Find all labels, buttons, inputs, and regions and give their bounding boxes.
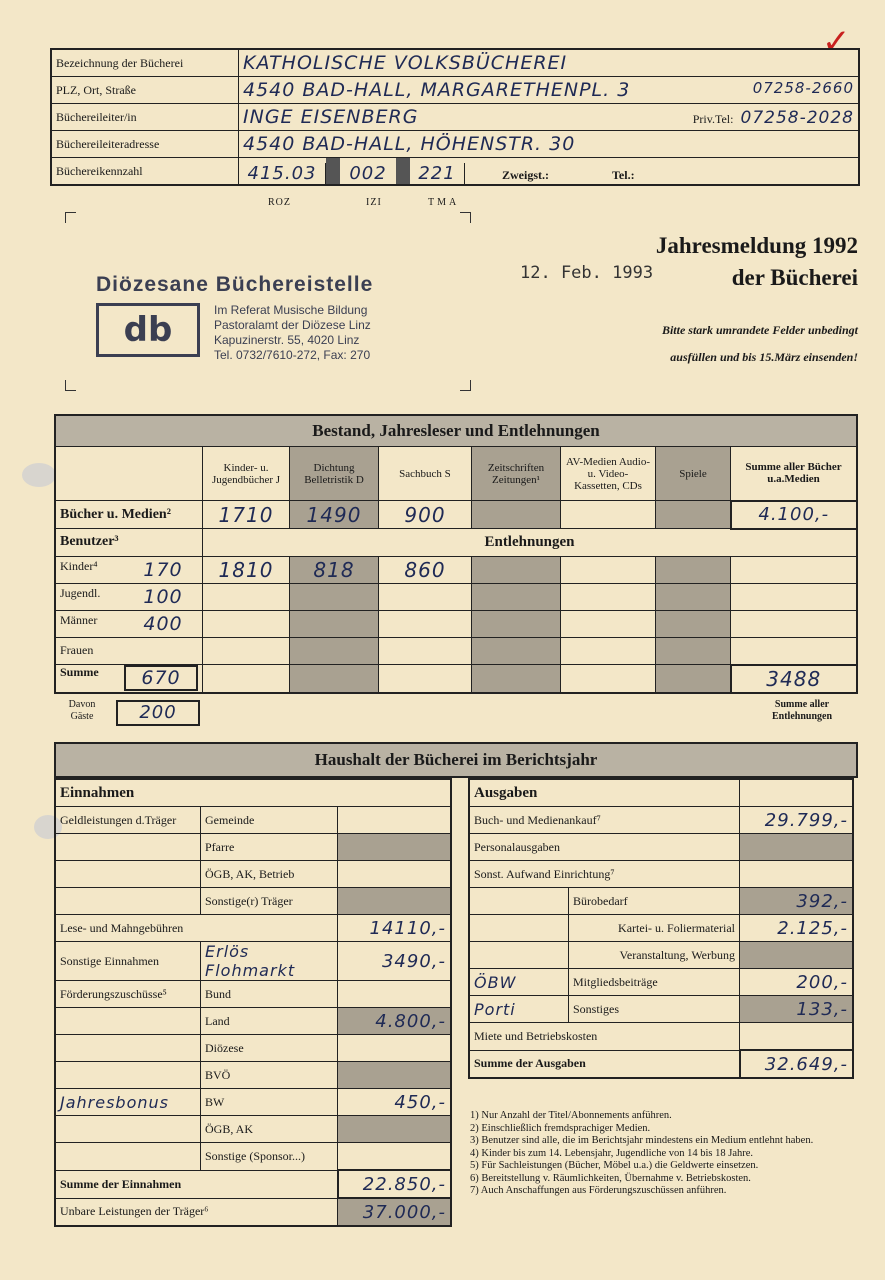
einnahmen-table <box>54 778 452 1227</box>
footnote: 5) Für Sachleistungen (Bücher, Möbel u.a.) die Geldwerte einsetzen. <box>470 1160 759 1171</box>
ausgaben-label: Sonstiges <box>569 996 740 1023</box>
ausgaben-value: 29.799,- <box>740 807 854 834</box>
benutzer-row <box>55 556 857 583</box>
medien-value <box>472 501 561 529</box>
medien-value <box>656 501 731 529</box>
unbare-value: 37.000,- <box>338 1198 452 1226</box>
entlehnungen-label: Entlehnungen <box>203 529 858 557</box>
benutzer-summe-row <box>55 665 857 693</box>
footnote: 6) Bereitstellung v. Räumlichkeiten, Übernahme v. Betriebskosten. <box>470 1172 751 1184</box>
einnahmen-label: Bund <box>201 981 338 1008</box>
benutzer-value: 400 <box>143 612 183 635</box>
einnahmen-left: Sonstige Einnahmen <box>55 942 201 981</box>
priv-tel-value: 07258-2028 <box>740 108 854 128</box>
header-phone: 07258-2660 <box>752 79 854 97</box>
ausgaben-left: Buch- und Medienankauf⁷ <box>469 807 740 834</box>
footnote: 3) Benutzer sind alle, die im Berichtsjahr mindestens ein Medium entlehnt haben. <box>470 1135 814 1146</box>
corner-mark <box>460 212 471 223</box>
ausgaben-table <box>468 778 854 1079</box>
einnahmen-left: Förderungszuschüsse⁵ <box>55 981 201 1008</box>
kennzahl-row <box>51 158 859 186</box>
report-note: ausfüllen und bis 15.März einsenden! <box>670 350 858 364</box>
footnote: 2) Einschließlich fremdsprachiger Medien. <box>470 1122 651 1134</box>
benutzer-label: Kinder⁴ <box>60 558 98 573</box>
gaeste-value: 200 <box>116 700 200 726</box>
medien-value: 1490 <box>290 501 379 529</box>
medien-value <box>561 501 656 529</box>
report-subtitle: der Bücherei <box>731 265 858 290</box>
zweigst-label: Zweigst.: <box>502 168 549 182</box>
benutzer-total: 670 <box>124 665 198 691</box>
medien-value: 900 <box>379 501 472 529</box>
kennzahl-roz: 415.03 <box>239 163 326 184</box>
col-header: Summe aller Bücher u.a.Medien <box>731 447 858 501</box>
tel-label: Tel.: <box>612 168 635 182</box>
benutzer-label: Männer <box>60 612 98 627</box>
stamp-logo: db <box>96 303 200 357</box>
kennzahl-izi: 002 <box>349 163 387 184</box>
corner-mark <box>460 380 471 391</box>
header-label: Bezeichnung der Bücherei <box>51 49 239 77</box>
stamp-title: Diözesane Büchereistelle <box>96 273 374 296</box>
einnahmen-label: ÖGB, AK <box>201 1116 338 1143</box>
einnahmen-value: 4.800,- <box>338 1008 452 1035</box>
stamp-line: Pastoralamt der Diözese Linz <box>214 318 371 332</box>
roz-sublabel: ROZ <box>268 197 291 208</box>
ausgaben-title: Ausgaben <box>469 779 740 807</box>
summe-ausgaben-label: Summe der Ausgaben <box>469 1050 740 1078</box>
haushalt-title: Haushalt der Bücherei im Berichtsjahr <box>54 742 858 778</box>
benutzer-label: Jugendl. <box>60 585 101 600</box>
kennzahl-label: Büchereikennzahl <box>51 158 239 186</box>
ausgaben-label: Veranstaltung, Werbung <box>569 942 740 969</box>
einnahmen-label: Sonstige (Sponsor...) <box>201 1143 338 1171</box>
ausgaben-left: Miete und Betriebskosten <box>469 1023 740 1051</box>
ausgaben-left: Porti <box>469 996 569 1023</box>
medien-value: 1710 <box>203 501 290 529</box>
benutzer-value: 170 <box>143 558 183 581</box>
ausgaben-value: 2.125,- <box>740 915 854 942</box>
col-header: AV-Medien Audio-u. Video-Kassetten, CDs <box>561 447 656 501</box>
summe-entl-label: Summe aller Entlehnungen <box>771 699 833 722</box>
report-note: Bitte stark umrandete Felder unbedingt <box>661 323 858 337</box>
einnahmen-label: BVÖ <box>201 1062 338 1089</box>
ausgaben-value: 200,- <box>740 969 854 996</box>
summe-einnahmen-label: Summe der Einnahmen <box>55 1170 338 1198</box>
benutzer-label: Frauen <box>60 643 94 658</box>
ausgaben-value: 133,- <box>740 996 854 1023</box>
checkmark: ✓ <box>822 22 851 62</box>
einnahmen-left: Geldleistungen d.Träger <box>55 807 201 834</box>
unbare-label: Unbare Leistungen der Träger⁶ <box>55 1198 338 1226</box>
header-value: 4540 BAD-HALL, MARGARETHENPL. 3 <box>243 79 631 101</box>
footnote: 7) Auch Anschaffungen aus Förderungszuschüssen anführen. <box>470 1185 727 1196</box>
header-row <box>51 131 859 158</box>
entl-value: 1810 <box>203 556 290 583</box>
kennzahl-tma: 221 <box>410 163 465 184</box>
benutzer-row <box>55 583 857 610</box>
izi-sublabel: IZI <box>366 197 382 208</box>
benutzer-label: Benutzer³ <box>55 529 203 557</box>
col-header: Kinder- u. Jugendbücher J <box>203 447 290 501</box>
einnahmen-label: Diözese <box>201 1035 338 1062</box>
einnahmen-left: Jahresbonus <box>55 1089 201 1116</box>
corner-mark <box>65 380 76 391</box>
header-label: PLZ, Ort, Straße <box>51 77 239 104</box>
stamp-line: Kapuzinerstr. 55, 4020 Linz <box>214 333 360 347</box>
header-row <box>51 104 859 131</box>
gaeste-label: Davon Gäste <box>68 699 96 722</box>
stamp-line: Tel. 0732/7610-272, Fax: 270 <box>214 348 371 362</box>
priv-tel-label: Priv.Tel: <box>692 112 734 126</box>
einnahmen-label: Land <box>201 1008 338 1035</box>
bestand-table <box>54 414 858 694</box>
col-header: Spiele <box>656 447 731 501</box>
header-value: 4540 BAD-HALL, HÖHENSTR. 30 <box>239 131 860 158</box>
punch-hole-top <box>22 463 56 487</box>
col-header: Dichtung Belletristik D <box>290 447 379 501</box>
stamp <box>96 273 373 363</box>
einnahmen-label: Gemeinde <box>201 807 338 834</box>
ausgaben-value: 392,- <box>740 888 854 915</box>
einnahmen-value: 3490,- <box>338 942 452 981</box>
einnahmen-label: Sonstige(r) Träger <box>201 888 338 915</box>
einnahmen-value: 450,- <box>338 1089 452 1116</box>
medien-label: Bücher u. Medien² <box>55 501 203 529</box>
footnotes <box>470 1110 858 1198</box>
einnahmen-label: Pfarre <box>201 834 338 861</box>
benutzer-value: 100 <box>143 585 183 608</box>
header-row <box>51 49 859 77</box>
einnahmen-left: Lese- und Mahngebühren <box>55 915 338 942</box>
date-stamp: 12. Feb. 1993 <box>520 263 654 283</box>
header-value: KATHOLISCHE VOLKSBÜCHEREI <box>239 49 860 77</box>
header-label: Büchereileiteradresse <box>51 131 239 158</box>
tma-sublabel: TMA <box>428 197 460 208</box>
col-header: Sachbuch S <box>379 447 472 501</box>
entl-value: 860 <box>379 556 472 583</box>
benutzer-row <box>55 637 857 665</box>
ausgaben-label: Kartei- u. Foliermaterial <box>569 915 740 942</box>
summe-einnahmen: 22.850,- <box>338 1170 452 1198</box>
bestand-title: Bestand, Jahresleser und Entlehnungen <box>55 415 857 447</box>
ausgaben-left: ÖBW <box>469 969 569 996</box>
entl-value: 818 <box>290 556 379 583</box>
einnahmen-label: ÖGB, AK, Betrieb <box>201 861 338 888</box>
benutzer-label: Summe <box>60 665 99 680</box>
einnahmen-label: Erlös Flohmarkt <box>201 942 338 981</box>
ausgaben-label: Mitgliedsbeiträge <box>569 969 740 996</box>
entl-total: 3488 <box>731 665 858 693</box>
footnote: 1) Nur Anzahl der Titel/Abonnements anführen. <box>470 1110 672 1121</box>
medien-total: 4.100,- <box>731 501 858 529</box>
corner-mark <box>65 212 76 223</box>
summe-ausgaben: 32.649,- <box>740 1050 854 1078</box>
einnahmen-title: Einnahmen <box>55 779 451 807</box>
header-row <box>51 77 859 104</box>
ausgaben-left: Sonst. Aufwand Einrichtung⁷ <box>469 861 740 888</box>
ausgaben-label: Bürobedarf <box>569 888 740 915</box>
header-table <box>50 48 860 186</box>
header-label: Büchereileiter/in <box>51 104 239 131</box>
ausgaben-left: Personalausgaben <box>469 834 740 861</box>
col-header: Zeitschriften Zeitungen¹ <box>472 447 561 501</box>
einnahmen-value: 14110,- <box>338 915 452 942</box>
stamp-line: Im Referat Musische Bildung <box>214 303 368 317</box>
medien-row <box>55 501 857 529</box>
footnote: 4) Kinder bis zum 14. Lebensjahr, Jugendliche von 14 bis 18 Jahre. <box>470 1147 754 1159</box>
benutzer-row <box>55 610 857 637</box>
einnahmen-label: BW <box>201 1089 338 1116</box>
header-value: INGE EISENBERG <box>243 106 419 128</box>
report-title: Jahresmeldung 1992 <box>655 233 858 258</box>
